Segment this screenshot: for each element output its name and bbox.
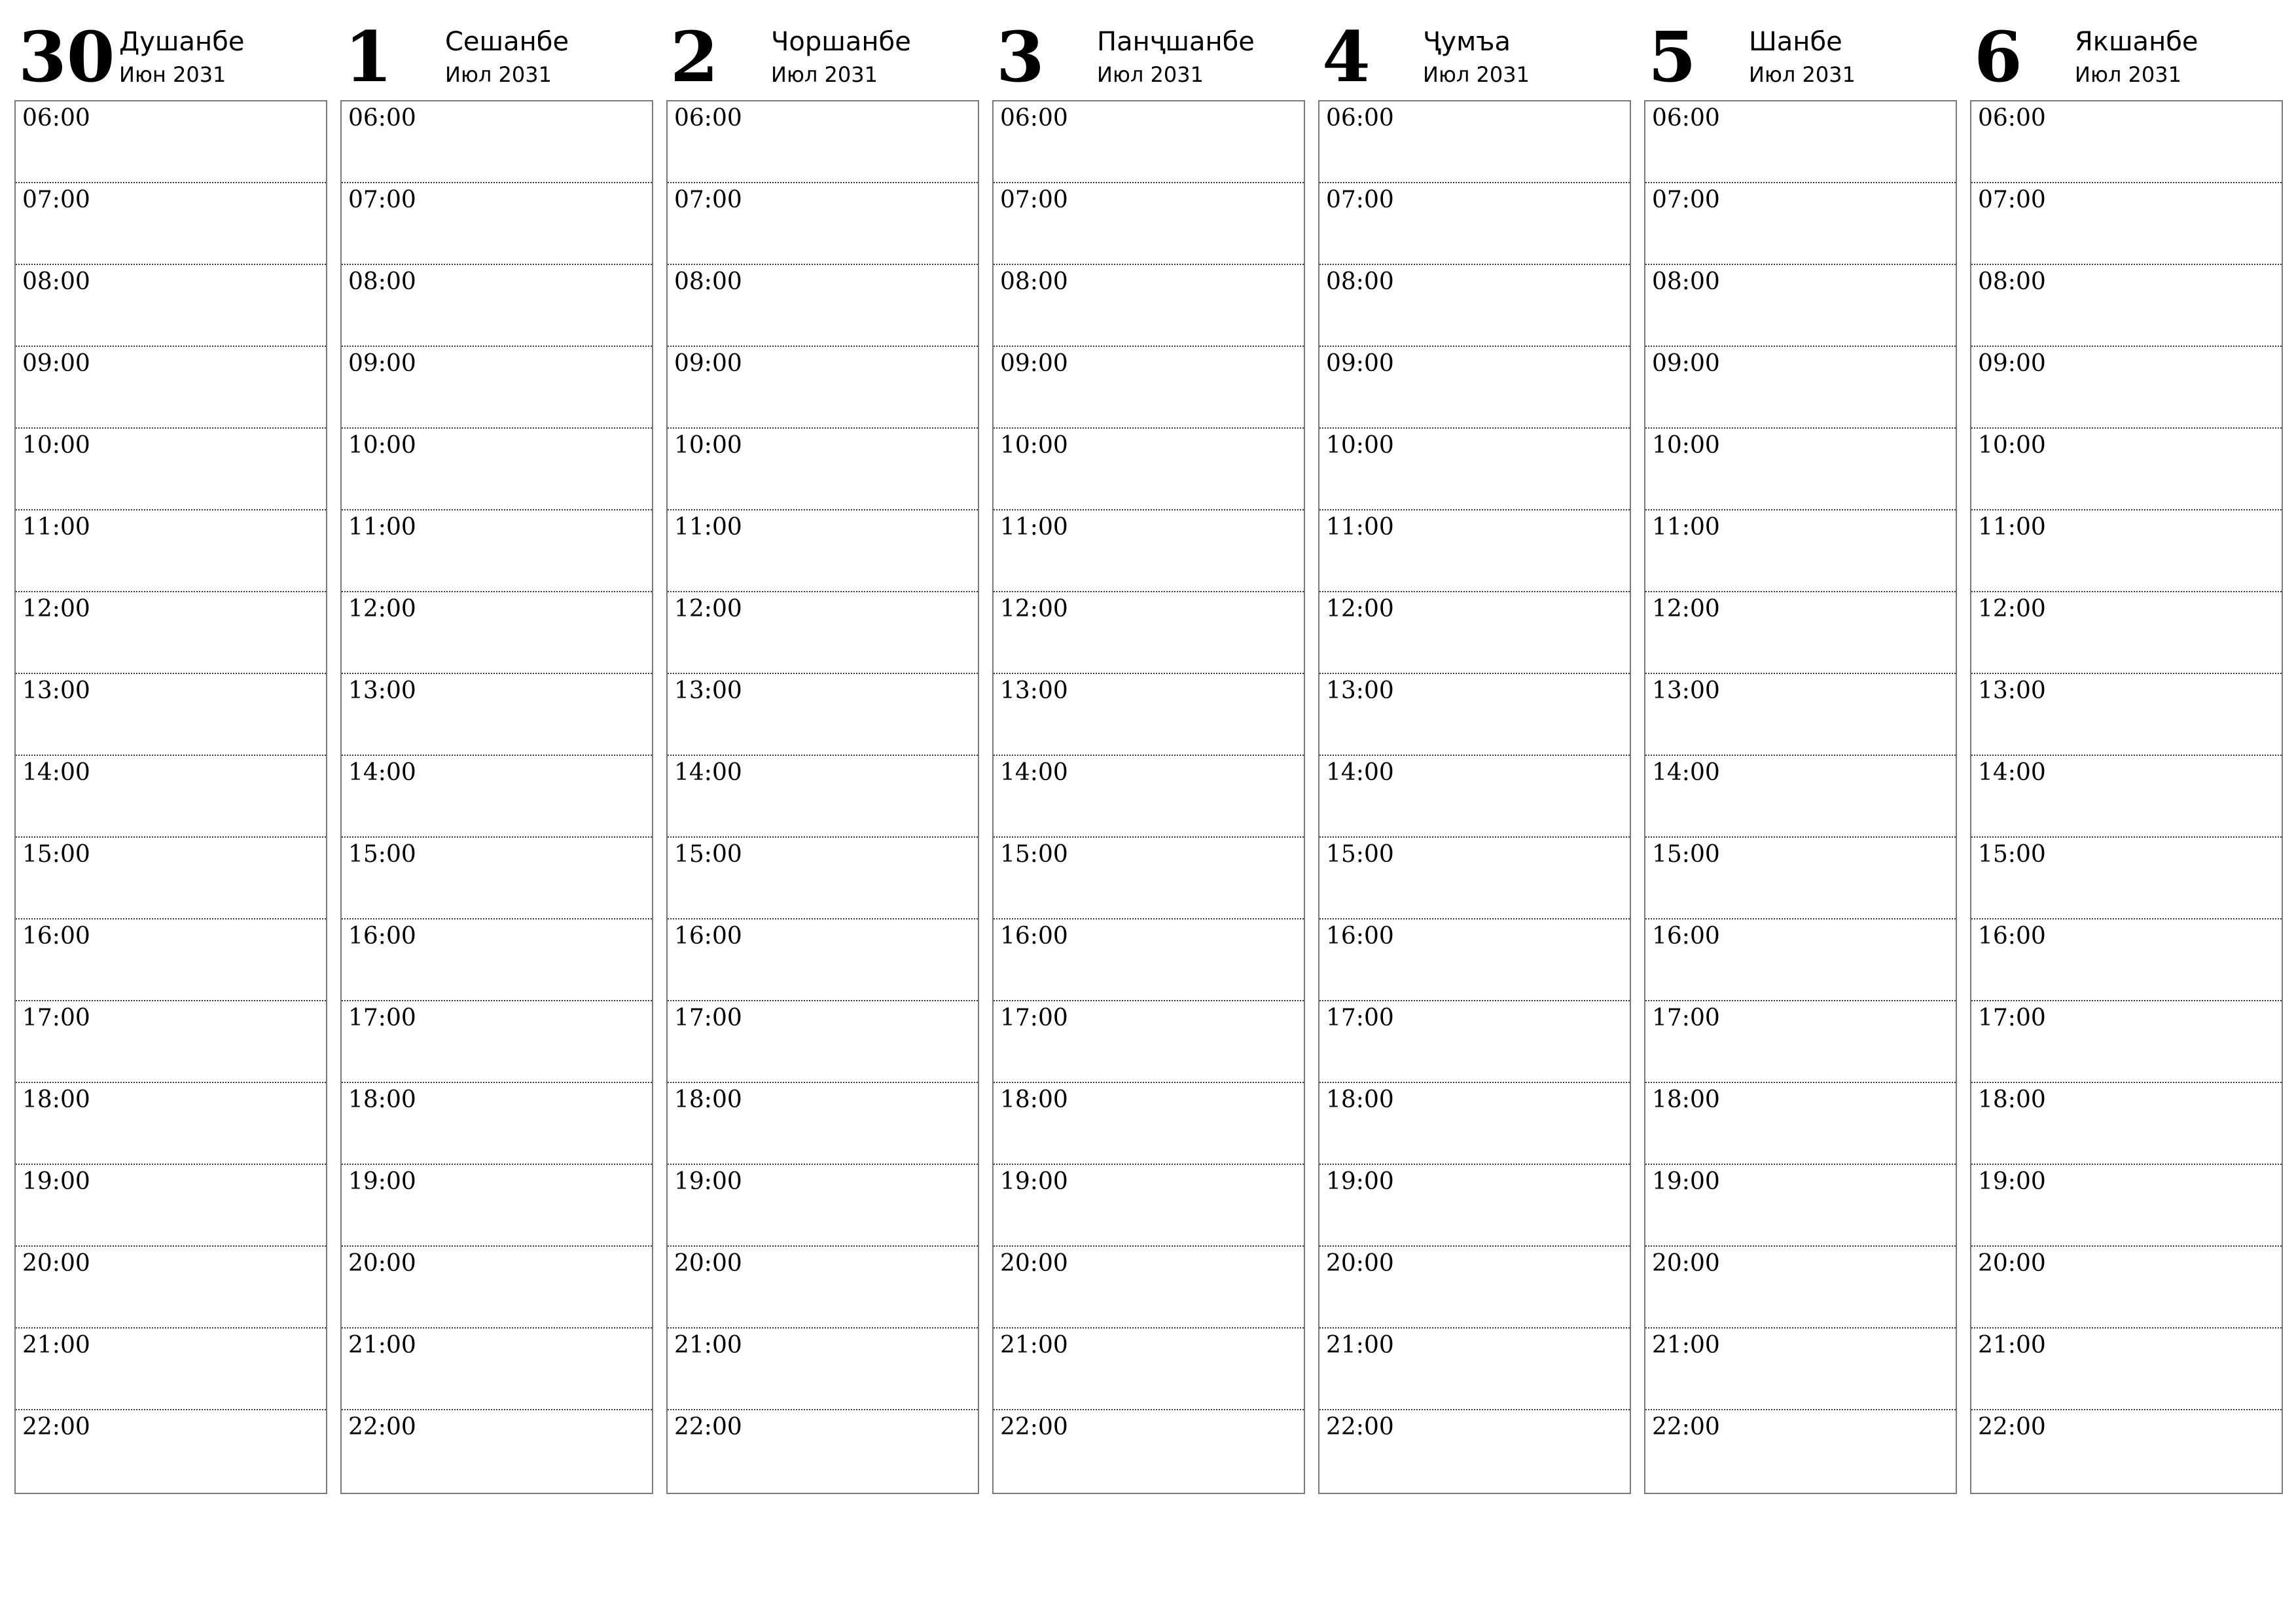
hour-slot[interactable] [994, 1083, 1304, 1165]
hour-label: 14:00 [1978, 759, 2046, 786]
hour-slot[interactable] [1645, 347, 1956, 429]
hour-slot[interactable] [994, 347, 1304, 429]
hour-label: 14:00 [1652, 759, 1720, 786]
hour-slot[interactable] [668, 838, 978, 919]
hour-slot[interactable] [342, 1165, 652, 1247]
day-schedule-box [14, 100, 327, 1494]
hour-label: 10:00 [22, 432, 90, 459]
hour-slot[interactable] [342, 1329, 652, 1410]
hour-slot[interactable] [994, 1165, 1304, 1247]
hour-label: 17:00 [1000, 1005, 1068, 1031]
hour-slot[interactable] [16, 347, 326, 429]
hour-label: 09:00 [674, 350, 742, 377]
hour-slot[interactable] [16, 1165, 326, 1247]
hour-slot[interactable] [1645, 592, 1956, 674]
hour-slot[interactable] [1645, 429, 1956, 510]
hour-label: 08:00 [1978, 268, 2046, 295]
hour-label: 16:00 [348, 923, 416, 950]
hour-slot[interactable] [994, 919, 1304, 1001]
hour-label: 09:00 [1326, 350, 1394, 377]
hour-label: 12:00 [348, 596, 416, 622]
hour-slot[interactable] [994, 1329, 1304, 1410]
hour-label: 07:00 [1000, 187, 1068, 213]
hour-label: 21:00 [1000, 1332, 1068, 1359]
hour-label: 09:00 [22, 350, 90, 377]
hour-label: 06:00 [1000, 105, 1068, 132]
day-column [14, 0, 327, 1502]
hour-slot[interactable] [1645, 265, 1956, 347]
hour-slot[interactable] [16, 265, 326, 347]
hour-slot[interactable] [16, 1001, 326, 1083]
hour-slot[interactable] [668, 183, 978, 265]
day-column [1970, 0, 2283, 1502]
hour-slot[interactable] [1319, 919, 1630, 1001]
hour-label: 20:00 [1326, 1250, 1394, 1277]
hour-label: 16:00 [674, 923, 742, 950]
hour-slot[interactable] [1319, 1001, 1630, 1083]
hour-slot[interactable] [994, 1247, 1304, 1329]
hour-slot[interactable] [342, 429, 652, 510]
hour-label: 18:00 [22, 1086, 90, 1113]
hour-label: 06:00 [674, 105, 742, 132]
hour-label: 17:00 [22, 1005, 90, 1031]
hour-slot[interactable] [16, 756, 326, 838]
hour-slot[interactable] [16, 1410, 326, 1492]
hour-slot[interactable] [1319, 1083, 1630, 1165]
hour-label: 07:00 [22, 187, 90, 213]
hour-slot[interactable] [668, 347, 978, 429]
hour-slot[interactable] [16, 1329, 326, 1410]
hour-label: 11:00 [22, 514, 90, 541]
hour-label: 13:00 [22, 677, 90, 704]
hour-label: 20:00 [1000, 1250, 1068, 1277]
hour-label: 21:00 [22, 1332, 90, 1359]
hour-label: 10:00 [1978, 432, 2046, 459]
hour-label: 09:00 [1652, 350, 1720, 377]
day-number: 30 [18, 16, 115, 98]
hour-slot[interactable] [1971, 756, 2282, 838]
hour-slot[interactable] [1645, 756, 1956, 838]
day-schedule-box [992, 100, 1305, 1494]
hour-label: 16:00 [1978, 923, 2046, 950]
hour-slot[interactable] [994, 183, 1304, 265]
hour-slot[interactable] [994, 510, 1304, 592]
hour-label: 10:00 [1000, 432, 1068, 459]
hour-slot[interactable] [668, 1410, 978, 1492]
hour-label: 20:00 [674, 1250, 742, 1277]
hour-label: 13:00 [1000, 677, 1068, 704]
hour-slot[interactable] [1971, 592, 2282, 674]
hour-slot[interactable] [16, 838, 326, 919]
hour-label: 15:00 [22, 841, 90, 868]
day-name: Ҷумъа [1423, 27, 1511, 57]
hour-label: 07:00 [1978, 187, 2046, 213]
day-number: 5 [1648, 16, 1696, 98]
hour-slot[interactable] [1971, 1165, 2282, 1247]
hour-slot[interactable] [1319, 1329, 1630, 1410]
hour-slot[interactable] [1971, 101, 2282, 183]
hour-slot[interactable] [994, 265, 1304, 347]
hour-label: 17:00 [1326, 1005, 1394, 1031]
hour-label: 15:00 [1978, 841, 2046, 868]
day-name: Шанбе [1749, 27, 1842, 57]
day-header [666, 0, 979, 98]
day-column [1318, 0, 1631, 1502]
hour-label: 11:00 [1000, 514, 1068, 541]
hour-label: 10:00 [1652, 432, 1720, 459]
hour-slot[interactable] [342, 510, 652, 592]
hour-slot[interactable] [1319, 674, 1630, 756]
hour-label: 14:00 [674, 759, 742, 786]
hour-slot[interactable] [668, 756, 978, 838]
hour-slot[interactable] [1971, 347, 2282, 429]
hour-slot[interactable] [342, 1410, 652, 1492]
day-month-year: Июн 2031 [119, 62, 226, 87]
hour-slot[interactable] [16, 1083, 326, 1165]
hour-slot[interactable] [1971, 265, 2282, 347]
hour-slot[interactable] [668, 592, 978, 674]
hour-label: 11:00 [1652, 514, 1720, 541]
hour-slot[interactable] [994, 429, 1304, 510]
hour-label: 09:00 [1000, 350, 1068, 377]
hour-label: 15:00 [1652, 841, 1720, 868]
hour-label: 19:00 [1326, 1168, 1394, 1195]
hour-label: 11:00 [1978, 514, 2046, 541]
hour-label: 07:00 [674, 187, 742, 213]
hour-slot[interactable] [342, 1247, 652, 1329]
hour-slot[interactable] [1319, 1165, 1630, 1247]
hour-label: 22:00 [1326, 1414, 1394, 1440]
day-month-year: Июл 2031 [1749, 62, 1856, 87]
day-month-year: Июл 2031 [1423, 62, 1530, 87]
hour-slot[interactable] [668, 101, 978, 183]
hour-slot[interactable] [1971, 1247, 2282, 1329]
hour-slot[interactable] [668, 919, 978, 1001]
day-column [992, 0, 1305, 1502]
hour-slot[interactable] [1971, 919, 2282, 1001]
hour-slot[interactable] [668, 1165, 978, 1247]
hour-slot[interactable] [16, 919, 326, 1001]
hour-slot[interactable] [1971, 674, 2282, 756]
day-header [1970, 0, 2283, 98]
hour-label: 06:00 [1652, 105, 1720, 132]
hour-slot[interactable] [668, 1329, 978, 1410]
hour-label: 19:00 [1000, 1168, 1068, 1195]
hour-label: 20:00 [1978, 1250, 2046, 1277]
hour-slot[interactable] [1645, 1410, 1956, 1492]
hour-label: 21:00 [1978, 1332, 2046, 1359]
hour-slot[interactable] [16, 510, 326, 592]
hour-label: 08:00 [674, 268, 742, 295]
hour-label: 06:00 [1326, 105, 1394, 132]
hour-slot[interactable] [668, 1083, 978, 1165]
hour-label: 09:00 [1978, 350, 2046, 377]
hour-slot[interactable] [1319, 265, 1630, 347]
hour-label: 10:00 [674, 432, 742, 459]
day-column [340, 0, 653, 1502]
day-column [666, 0, 979, 1502]
hour-label: 06:00 [348, 105, 416, 132]
day-month-year: Июл 2031 [771, 62, 878, 87]
day-header [14, 0, 327, 98]
hour-slot[interactable] [1971, 838, 2282, 919]
hour-label: 12:00 [22, 596, 90, 622]
hour-label: 11:00 [674, 514, 742, 541]
hour-label: 08:00 [1326, 268, 1394, 295]
hour-label: 15:00 [1326, 841, 1394, 868]
hour-slot[interactable] [1645, 510, 1956, 592]
hour-label: 17:00 [674, 1005, 742, 1031]
hour-label: 15:00 [1000, 841, 1068, 868]
hour-slot[interactable] [1645, 1083, 1956, 1165]
hour-label: 10:00 [1326, 432, 1394, 459]
hour-slot[interactable] [668, 674, 978, 756]
hour-label: 11:00 [348, 514, 416, 541]
hour-slot[interactable] [342, 347, 652, 429]
hour-slot[interactable] [1645, 1329, 1956, 1410]
hour-label: 13:00 [1326, 677, 1394, 704]
day-schedule-box [340, 100, 653, 1494]
hour-slot[interactable] [1971, 429, 2282, 510]
hour-label: 15:00 [674, 841, 742, 868]
hour-slot[interactable] [668, 429, 978, 510]
hour-slot[interactable] [16, 183, 326, 265]
hour-slot[interactable] [1319, 347, 1630, 429]
hour-slot[interactable] [1319, 838, 1630, 919]
hour-label: 16:00 [1652, 923, 1720, 950]
hour-label: 12:00 [674, 596, 742, 622]
hour-slot[interactable] [342, 101, 652, 183]
hour-slot[interactable] [1645, 919, 1956, 1001]
hour-slot[interactable] [1971, 1410, 2282, 1492]
day-header [340, 0, 653, 98]
hour-label: 22:00 [22, 1414, 90, 1440]
day-number: 6 [1974, 16, 2022, 98]
hour-slot[interactable] [1319, 429, 1630, 510]
day-month-year: Июл 2031 [1097, 62, 1204, 87]
hour-label: 22:00 [1978, 1414, 2046, 1440]
day-header [992, 0, 1305, 98]
hour-label: 19:00 [674, 1168, 742, 1195]
hour-slot[interactable] [1971, 1083, 2282, 1165]
hour-label: 22:00 [1652, 1414, 1720, 1440]
day-header [1644, 0, 1957, 98]
hour-slot[interactable] [668, 1247, 978, 1329]
day-schedule-box [1318, 100, 1631, 1494]
hour-slot[interactable] [1971, 183, 2282, 265]
hour-label: 20:00 [1652, 1250, 1720, 1277]
hour-label: 09:00 [348, 350, 416, 377]
day-name: Панҷшанбе [1097, 27, 1255, 57]
hour-label: 21:00 [1326, 1332, 1394, 1359]
hour-slot[interactable] [1319, 1410, 1630, 1492]
hour-label: 18:00 [674, 1086, 742, 1113]
hour-label: 15:00 [348, 841, 416, 868]
hour-label: 12:00 [1652, 596, 1720, 622]
hour-label: 08:00 [1000, 268, 1068, 295]
hour-slot[interactable] [994, 674, 1304, 756]
hour-label: 13:00 [348, 677, 416, 704]
hour-slot[interactable] [1971, 1329, 2282, 1410]
hour-slot[interactable] [1645, 1001, 1956, 1083]
day-schedule-box [1970, 100, 2283, 1494]
hour-label: 10:00 [348, 432, 416, 459]
hour-label: 21:00 [674, 1332, 742, 1359]
day-name: Якшанбе [2075, 27, 2198, 57]
hour-label: 18:00 [348, 1086, 416, 1113]
hour-slot[interactable] [342, 1001, 652, 1083]
hour-label: 13:00 [674, 677, 742, 704]
hour-slot[interactable] [1645, 674, 1956, 756]
hour-label: 12:00 [1000, 596, 1068, 622]
hour-label: 07:00 [1326, 187, 1394, 213]
hour-label: 12:00 [1978, 596, 2046, 622]
day-number: 2 [670, 16, 719, 98]
hour-slot[interactable] [1971, 1001, 2282, 1083]
hour-label: 19:00 [1978, 1168, 2046, 1195]
hour-slot[interactable] [1319, 101, 1630, 183]
hour-slot[interactable] [342, 919, 652, 1001]
hour-slot[interactable] [994, 1410, 1304, 1492]
hour-label: 07:00 [1652, 187, 1720, 213]
hour-slot[interactable] [668, 510, 978, 592]
day-number: 4 [1322, 16, 1371, 98]
hour-slot[interactable] [994, 838, 1304, 919]
hour-slot[interactable] [1319, 510, 1630, 592]
day-month-year: Июл 2031 [2075, 62, 2181, 87]
hour-slot[interactable] [1319, 592, 1630, 674]
hour-label: 07:00 [348, 187, 416, 213]
hour-label: 19:00 [1652, 1168, 1720, 1195]
hour-slot[interactable] [668, 1001, 978, 1083]
hour-slot[interactable] [342, 674, 652, 756]
hour-label: 20:00 [22, 1250, 90, 1277]
day-name: Душанбе [119, 27, 245, 57]
hour-slot[interactable] [342, 592, 652, 674]
hour-label: 16:00 [22, 923, 90, 950]
hour-label: 20:00 [348, 1250, 416, 1277]
hour-label: 13:00 [1978, 677, 2046, 704]
hour-label: 17:00 [1978, 1005, 2046, 1031]
hour-slot[interactable] [994, 592, 1304, 674]
hour-label: 22:00 [674, 1414, 742, 1440]
hour-label: 14:00 [1000, 759, 1068, 786]
hour-slot[interactable] [1319, 756, 1630, 838]
hour-slot[interactable] [994, 101, 1304, 183]
hour-label: 17:00 [348, 1005, 416, 1031]
hour-label: 18:00 [1000, 1086, 1068, 1113]
hour-label: 18:00 [1652, 1086, 1720, 1113]
day-schedule-box [666, 100, 979, 1494]
hour-slot[interactable] [1645, 838, 1956, 919]
day-month-year: Июл 2031 [445, 62, 552, 87]
hour-label: 18:00 [1978, 1086, 2046, 1113]
hour-slot[interactable] [342, 756, 652, 838]
hour-label: 18:00 [1326, 1086, 1394, 1113]
hour-slot[interactable] [342, 838, 652, 919]
day-name: Сешанбе [445, 27, 569, 57]
hour-slot[interactable] [1645, 183, 1956, 265]
hour-slot[interactable] [1971, 510, 2282, 592]
day-number: 1 [344, 16, 393, 98]
day-number: 3 [996, 16, 1045, 98]
hour-slot[interactable] [668, 265, 978, 347]
weekly-planner [14, 0, 2283, 1505]
hour-slot[interactable] [342, 265, 652, 347]
hour-slot[interactable] [16, 674, 326, 756]
hour-label: 12:00 [1326, 596, 1394, 622]
hour-slot[interactable] [16, 592, 326, 674]
hour-label: 13:00 [1652, 677, 1720, 704]
hour-label: 14:00 [1326, 759, 1394, 786]
hour-slot[interactable] [994, 1001, 1304, 1083]
hour-label: 16:00 [1000, 923, 1068, 950]
hour-slot[interactable] [16, 101, 326, 183]
hour-label: 06:00 [1978, 105, 2046, 132]
hour-label: 21:00 [1652, 1332, 1720, 1359]
day-schedule-box [1644, 100, 1957, 1494]
hour-label: 08:00 [22, 268, 90, 295]
hour-label: 22:00 [1000, 1414, 1068, 1440]
hour-label: 21:00 [348, 1332, 416, 1359]
hour-label: 14:00 [348, 759, 416, 786]
hour-slot[interactable] [1319, 1247, 1630, 1329]
hour-slot[interactable] [342, 183, 652, 265]
hour-slot[interactable] [16, 429, 326, 510]
day-column [1644, 0, 1957, 1502]
hour-slot[interactable] [16, 1247, 326, 1329]
hour-slot[interactable] [1319, 183, 1630, 265]
hour-label: 14:00 [22, 759, 90, 786]
hour-label: 11:00 [1326, 514, 1394, 541]
day-name: Чоршанбе [771, 27, 911, 57]
hour-slot[interactable] [342, 1083, 652, 1165]
hour-slot[interactable] [1645, 1247, 1956, 1329]
hour-label: 08:00 [348, 268, 416, 295]
hour-slot[interactable] [994, 756, 1304, 838]
day-header [1318, 0, 1631, 98]
hour-label: 16:00 [1326, 923, 1394, 950]
hour-slot[interactable] [1645, 1165, 1956, 1247]
hour-label: 06:00 [22, 105, 90, 132]
hour-label: 19:00 [348, 1168, 416, 1195]
hour-slot[interactable] [1645, 101, 1956, 183]
hour-label: 19:00 [22, 1168, 90, 1195]
hour-label: 08:00 [1652, 268, 1720, 295]
hour-label: 17:00 [1652, 1005, 1720, 1031]
hour-label: 22:00 [348, 1414, 416, 1440]
